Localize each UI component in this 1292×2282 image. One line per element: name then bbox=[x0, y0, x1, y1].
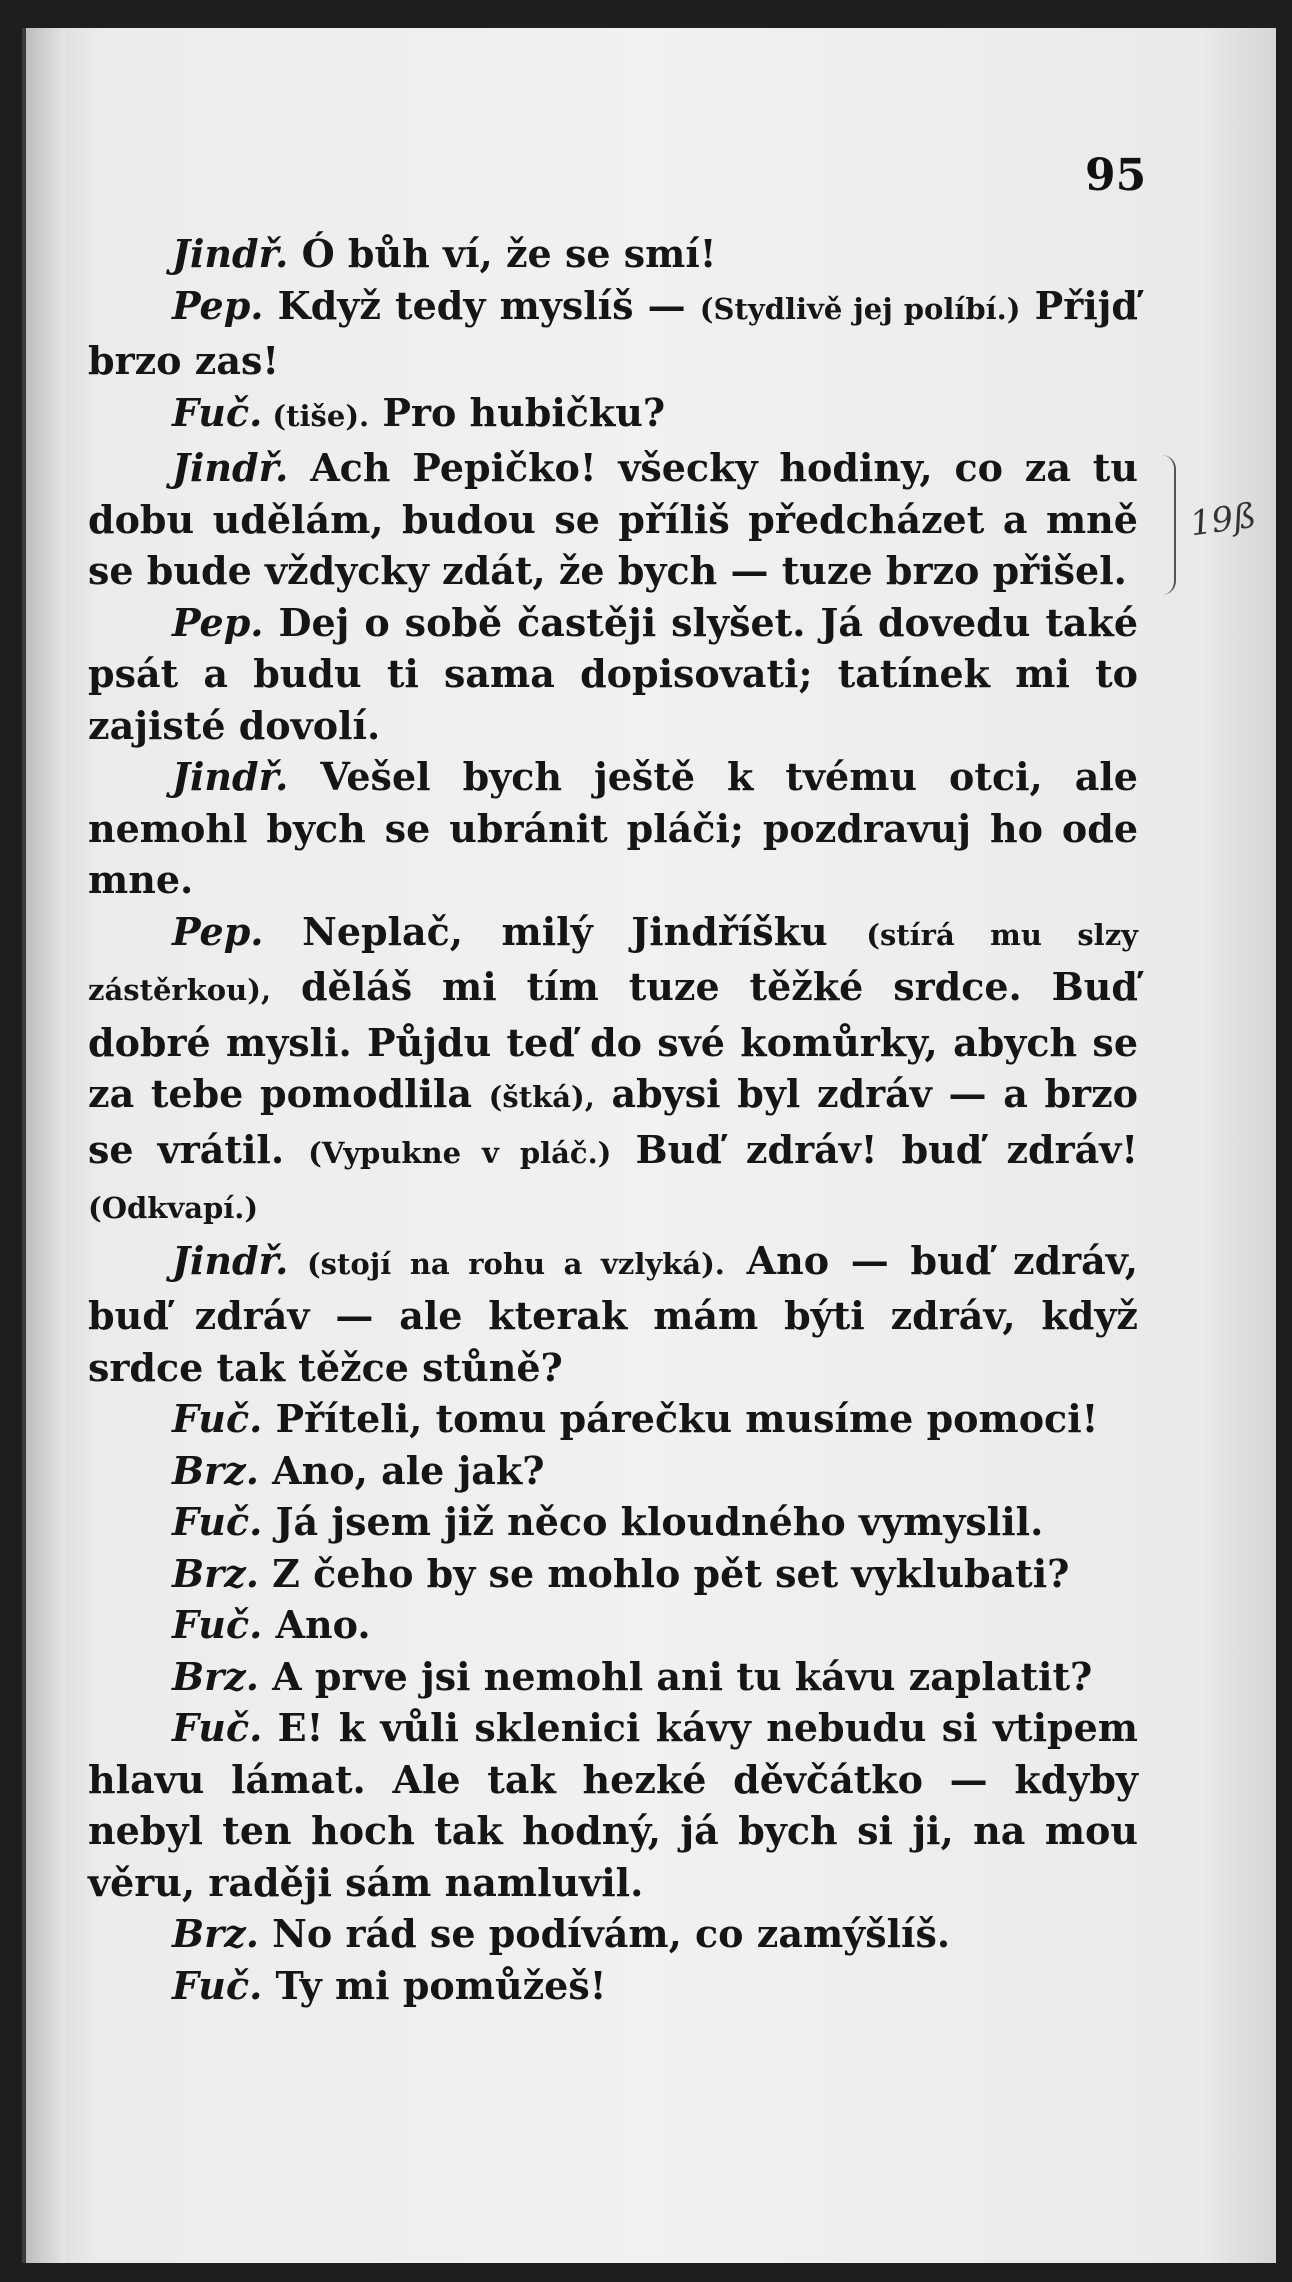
speaker-name: Jindř. bbox=[172, 754, 289, 799]
dialogue-line: Příteli, tomu párečku musíme pomoci! bbox=[262, 1396, 1099, 1441]
dialogue-paragraph bbox=[88, 1496, 1138, 1548]
speaker-name: Pep. bbox=[172, 282, 264, 328]
dialogue-paragraph bbox=[88, 442, 1138, 597]
stage-direction: (stojí na rohu a vzlyká). bbox=[288, 1246, 725, 1281]
dialogue-text bbox=[88, 228, 1138, 2011]
dialogue-line: Když tedy myslíš — bbox=[263, 282, 700, 328]
dialogue-line: Dej o sobě častěji slyšet. Já dovedu také psát a budu ti sama dopisovati; tatínek mi to zajisté dovolí. bbox=[88, 599, 1138, 748]
stage-direction: (Stydlivě jej políbí.) bbox=[699, 291, 1021, 326]
dialogue-paragraph bbox=[88, 1548, 1138, 1600]
page-number: 95 bbox=[1085, 150, 1147, 201]
dialogue-line: Z čeho by se mohlo pět set vyklubati? bbox=[258, 1550, 1070, 1596]
speaker-name: Fuč. bbox=[172, 1962, 263, 2008]
speaker-name: Brz. bbox=[172, 1911, 259, 1956]
dialogue-paragraph bbox=[88, 1908, 1138, 1960]
speaker-name: Brz. bbox=[172, 1550, 259, 1596]
dialogue-line: Ty mi pomůžeš! bbox=[262, 1962, 607, 2008]
dialogue-line: Přijď brzo zas! bbox=[88, 282, 1138, 383]
speaker-name: Fuč. bbox=[172, 1705, 263, 1750]
margin-brace bbox=[1162, 455, 1176, 595]
dialogue-line: A prve jsi nemohl ani tu kávu zaplatit? bbox=[258, 1653, 1093, 1699]
dialogue-paragraph bbox=[88, 1235, 1138, 1394]
speaker-name: Jindř. bbox=[172, 231, 289, 276]
stage-direction: (štká), bbox=[488, 1080, 595, 1114]
dialogue-paragraph bbox=[88, 1599, 1138, 1651]
dialogue-line: Ach Pepičko! všecky hodiny, co za tu dobu udělám, budou se příliš předcházet a mně se bude vždycky zdát, že bych — tuze brzo přišel. bbox=[88, 445, 1138, 593]
dialogue-paragraph bbox=[88, 228, 1138, 280]
dialogue-paragraph bbox=[88, 1960, 1138, 2012]
speaker-name: Fuč. bbox=[172, 1602, 263, 1647]
dialogue-line: No rád se podívám, co zamýšlíš. bbox=[258, 1911, 951, 1956]
speaker-name: Jindř. bbox=[172, 1237, 289, 1283]
handwritten-margin-note: 19ß bbox=[1187, 495, 1259, 545]
stage-direction: (Vypukne v pláč.) bbox=[308, 1135, 612, 1170]
dialogue-line: Ano, ale jak? bbox=[258, 1447, 545, 1493]
speaker-name: Pep. bbox=[172, 599, 264, 645]
dialogue-paragraph bbox=[88, 1702, 1138, 1908]
stage-direction: (tiše). bbox=[262, 398, 370, 433]
dialogue-line: Ano — buď zdráv, buď zdráv — ale kterak mám býti zdráv, když srdce tak těžce stůně? bbox=[88, 1237, 1138, 1390]
dialogue-paragraph bbox=[88, 1445, 1138, 1497]
dialogue-paragraph bbox=[88, 1651, 1138, 1703]
speaker-name: Pep. bbox=[172, 908, 264, 954]
speaker-name: Jindř. bbox=[172, 445, 289, 490]
speaker-name: Brz. bbox=[172, 1653, 259, 1699]
dialogue-line: E! k vůli sklenici kávy nebudu si vtipem hlavu lámat. Ale tak hezké děvčátko — kdyby nebyl ten hoch tak hodný, já bych si ji, na mou věru, raději sám namluvil. bbox=[88, 1705, 1138, 1905]
stage-direction: (Odkvapí.) bbox=[88, 1191, 259, 1225]
page-spine-shadow bbox=[26, 28, 66, 2263]
dialogue-line: Vešel bych ještě k tvému otci, ale nemohl bych se ubránit pláči; pozdravuj ho ode mne. bbox=[88, 754, 1138, 902]
dialogue-paragraph bbox=[88, 597, 1138, 752]
dialogue-paragraph bbox=[88, 751, 1138, 906]
speaker-name: Fuč. bbox=[172, 1499, 263, 1544]
dialogue-paragraph bbox=[88, 280, 1138, 387]
speaker-name: Fuč. bbox=[172, 389, 263, 435]
dialogue-line: Ó bůh ví, že se smí! bbox=[288, 231, 717, 276]
stage-direction: (stírá mu slzy zástěrkou), bbox=[88, 917, 1139, 1007]
dialogue-paragraph bbox=[88, 1393, 1138, 1445]
dialogue-line: Ano. bbox=[262, 1602, 371, 1647]
speaker-name: Brz. bbox=[172, 1447, 259, 1493]
dialogue-line: abysi byl zdráv — a brzo se vrátil. bbox=[88, 1071, 1139, 1172]
dialogue-paragraph bbox=[88, 387, 1138, 443]
dialogue-line: Pro hubičku? bbox=[369, 389, 666, 435]
dialogue-line: Já jsem již něco kloudného vymyslil. bbox=[262, 1499, 1044, 1544]
dialogue-line: Buď zdráv! buď zdráv! bbox=[611, 1126, 1139, 1172]
speaker-name: Fuč. bbox=[172, 1396, 263, 1441]
dialogue-paragraph bbox=[88, 906, 1138, 1235]
dialogue-line: Neplač, milý Jindříšku bbox=[263, 908, 867, 954]
dialogue-line: děláš mi tím tuze těžké srdce. Buď dobré mysli. Půjdu teď do své komůrky, abych se za tebe pomodlila bbox=[88, 964, 1138, 1116]
